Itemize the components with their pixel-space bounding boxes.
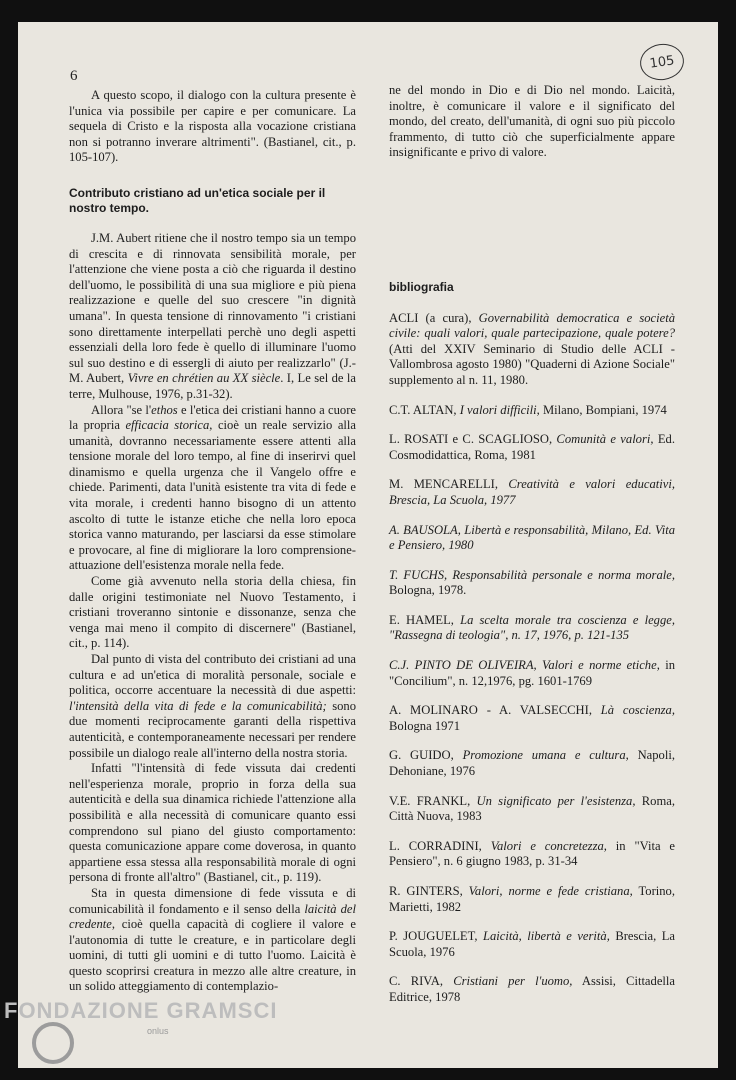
bibliography-entry: C.T. ALTAN, I valori difficili, Milano, Bompiani, 1974 bbox=[389, 402, 667, 417]
paragraph: A questo scopo, il dialogo con la cultura presente è l'unica via possibile per capire e per comunicare. La sequela di Cristo e la risposta alla vocazione cristiana non si potranno inverare altrimenti". (Bastianel, cit., p. 105-107). bbox=[69, 88, 356, 165]
paragraph: Allora "se l'ethos e l'etica dei cristiani hanno a cuore la propria efficacia storica, cioè un reale servizio alla umanità, dovranno necessariamente essere attenti alla tensione morale del loro tempo, al fine di inserirvi quel dinamismo e quella urgenza che il Vangelo offre e chiede. Parimenti, data l'unità esistente tra vita di fede e vita morale, i credenti hanno bisogno di un attento ascolto di tutte le istanze etiche che nella loro epoca storica vanno maturando, per lasciarsi da esse stimolare e provocare, al fine di migliorare la loro comprensione-attuazione dell'esistenza morale nella fede. bbox=[69, 402, 356, 573]
bibliography-entry: V.E. FRANKL, Un significato per l'esistenza, Roma, Città Nuova, 1983 bbox=[389, 793, 675, 824]
right-column bbox=[389, 83, 675, 1020]
bibliography-entry: E. HAMEL, La scelta morale tra coscienza e legge, "Rassegna di teologia", n. 17, 1976, p. 121-135 bbox=[389, 612, 676, 643]
paragraph: Sta in questa dimensione di fede vissuta e di comunicabilità il fondamento e il senso della laicità del credente, cioè quella capacità di cogliere il valore e l'autonomia di tutte le creature, e in particolare degli uomini, di tutti gli uomini e di tutto l'uomo. Laicità è questo scoprirsi creatura in mezzo alle altre creature, in un solido atteggiamento di contemplazio- bbox=[69, 885, 357, 994]
section-heading: Contributo cristiano ad un'etica sociale per il nostro tempo. bbox=[69, 185, 326, 215]
paragraph: Dal punto di vista del contributo dei cristiani ad una cultura e ad un'etica di moralità personale, sociale e politica, occorre accentuare la necessità di due aspetti: l'intensità della vita di fede e la comunicabilità; sono due momenti reciprocamente garanti della rispettiva autenticità, e contemporaneamente necessari per rendere possibile un dialogo reale all'interno della nostra storia. bbox=[69, 652, 356, 760]
bibliography-entry: R. GINTERS, Valori, norme e fede cristiana, Torino, Marietti, 1982 bbox=[389, 884, 675, 914]
bibliography-entry: C. RIVA, Cristiani per l'uomo, Assisi, Cittadella Editrice, 1978 bbox=[389, 974, 676, 1004]
watermark-logo: FONDAZIONE GRAMSCI bbox=[4, 998, 278, 1023]
bibliography-entry: L. ROSATI e C. SCAGLIOSO, Comunità e valori, Ed. Cosmodidattica, Roma, 1981 bbox=[389, 432, 675, 462]
bibliography-heading: bibliografia bbox=[389, 279, 454, 294]
bibliography-entry: T. FUCHS, Responsabilità personale e norma morale, Bologna, 1978. bbox=[389, 567, 675, 598]
bibliography-entry: C.J. PINTO DE OLIVEIRA, Valori e norme etiche, in "Concilium", n. 12,1976, pg. 1601-1769 bbox=[389, 658, 675, 688]
paragraph: Infatti "l'intensità di fede vissuta dai credenti nell'esperienza morale, proprio in forza della sua autenticità e della sua dinamica richiede l'attenzione alla possibilità e alla necessità di comunicare quanto essi comprendono sul piano del giusto comportamento: questa comunicazione appare come doverosa, in quanto appartiene essa stessa alla responsabilità morale di ogni persona di fronte all'altro" (Bastianel, cit., p. 119). bbox=[69, 761, 356, 885]
paragraph: ne del mondo in Dio e di Dio nel mondo. Laicità, inoltre, è comunicare il valore e il significato del mondo, del creato, dell'umanità, di ogni suo più piccolo frammento, di tutto ciò che superficialmente appare insignificante e privo di valore. bbox=[389, 83, 675, 160]
bibliography-entry: M. MENCARELLI, Creatività e valori educativi, Brescia, La Scuola, 1977 bbox=[389, 477, 675, 507]
paragraph: J.M. Aubert ritiene che il nostro tempo sia un tempo di crescita e di rinnovata sensibilità morale, per l'attenzione che viene posta a ciò che riguarda il destino dell'uomo, le possibilità di una sua migliore e più piena realizzazione e quelle del suo crescere "in dignità umana". In questa tensione di rinnovamento "i cristiani sono direttamente interpellati perchè uno degli aspetti essenziali della loro fede è quello di illuminare l'uomo sul suo destino e di essergli di aiuto per realizzarlo" (J.-M. Aubert, Vivre en chrétien au XX siècle. I, Le sel de la terre, Mulhouse, 1976, p.31-32). bbox=[69, 230, 356, 401]
logo-g-icon bbox=[32, 1022, 74, 1064]
bibliography-entry: L. CORRADINI, Valori e concretezza, in "Vita e Pensiero", n. 6 giugno 1983, p. 31-34 bbox=[389, 838, 675, 869]
bibliography-entry: A. MOLINARO - A. VALSECCHI, Là coscienza, Bologna 1971 bbox=[389, 703, 676, 733]
bibliography-entry: P. JOUGUELET, Laicità, libertà e verità, Brescia, La Scuola, 1976 bbox=[389, 929, 675, 959]
bibliography-list bbox=[389, 311, 675, 1006]
watermark-sub: onlus bbox=[147, 1026, 169, 1036]
bibliography-entry: A. BAUSOLA, Libertà e responsabilità, Milano, Ed. Vita e Pensiero, 1980 bbox=[389, 522, 675, 553]
paragraph: Come già avvenuto nella storia della chiesa, fin dalle origini testimoniate nel Nuovo Testamento, i cristiani troveranno sintonie e dissonanze, senza che venga mai meno il compito di discernere" (Bastianel, cit., p. 114). bbox=[69, 574, 356, 651]
left-column bbox=[69, 88, 356, 995]
bibliography-entry: ACLI (a cura), Governabilità democratica e società civile: quali valori, quale partecipazione, quale potere? (Atti del XXIV Seminario di Studio delle ACLI - Vallombrosa agosto 1980) "Quaderni di Azione Sociale" supplemento al n. 11, 1980. bbox=[389, 310, 675, 387]
page-number: 6 bbox=[70, 68, 78, 84]
bibliography-entry: G. GUIDO, Promozione umana e cultura, Napoli, Dehoniane, 1976 bbox=[389, 748, 676, 779]
handwritten-page-number: 105 bbox=[638, 41, 687, 83]
